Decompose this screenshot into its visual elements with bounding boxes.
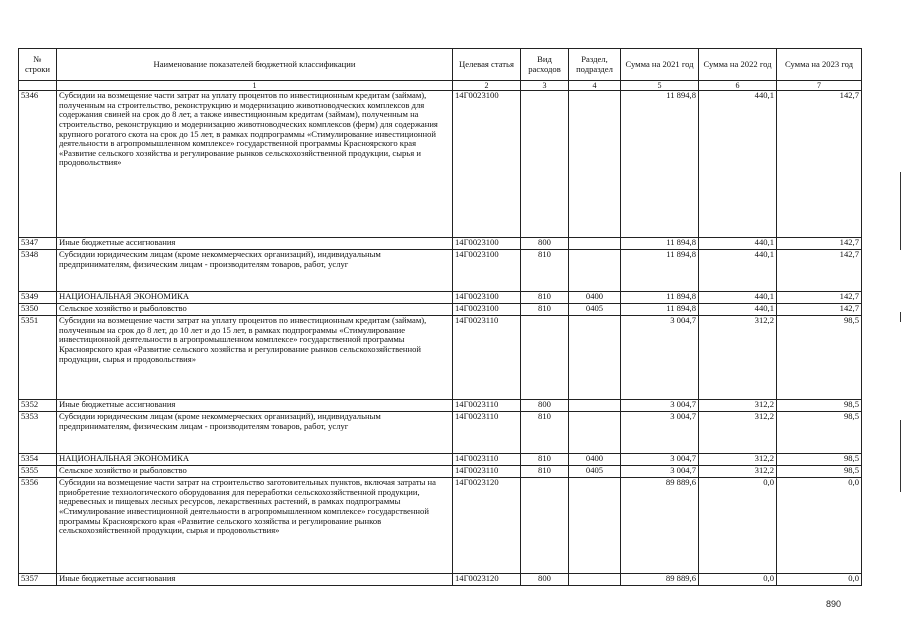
table-row [19, 478, 862, 574]
cell-name: Иные бюджетные ассигнования [57, 400, 453, 412]
cell-expense-kind: 800 [521, 574, 569, 586]
cell-sum-2023: 142,7 [777, 292, 862, 304]
header-cell-sum-2023: Сумма на 2023 год [777, 49, 862, 81]
table-row [19, 238, 862, 250]
cell-sum-2023: 98,5 [777, 316, 862, 400]
cell-name: Субсидии на возмещение части затрат на уплату процентов по инвестиционным кредитам (займам), полученным на строительство, реконструкцию и модернизацию животноводческих комплексов для содержания свиней на срок до 8 лет, а также инвестиционным кредитам (займам), полученным на строительство, реконструкцию и модернизацию животноводческих комплексов (ферм) для содержания крупного рогатого скота на срок до 15 лет, в рамках подпрограммы «Стимулирование инвестиционной деятельности в агропромышленном комплексе» государственной программы Красноярского края «Развитие сельского хозяйства и регулирование рынков сельскохозяйственной продукции, сырья и продовольствия» [57, 91, 453, 238]
cell-sum-2021: 3 004,7 [621, 454, 699, 466]
cell-section: 0400 [569, 454, 621, 466]
table-body [19, 91, 862, 586]
cell-sum-2021: 11 894,8 [621, 238, 699, 250]
cell-expense-kind: 810 [521, 466, 569, 478]
cell-sum-2021: 11 894,8 [621, 292, 699, 304]
header-row [19, 49, 862, 81]
cell-target-article: 14Г0023120 [453, 478, 521, 574]
cell-name: НАЦИОНАЛЬНАЯ ЭКОНОМИКА [57, 454, 453, 466]
cell-target-article: 14Г0023100 [453, 91, 521, 238]
cell-section: 0405 [569, 304, 621, 316]
cell-target-article: 14Г0023110 [453, 316, 521, 400]
page-number: 890 [826, 599, 842, 609]
cell-sum-2023: 142,7 [777, 91, 862, 238]
cell-sum-2021: 89 889,6 [621, 478, 699, 574]
cell-row-number: 5350 [19, 304, 57, 316]
column-number-cell: 2 [453, 81, 521, 91]
cell-sum-2023: 142,7 [777, 238, 862, 250]
table-row [19, 454, 862, 466]
cell-expense-kind: 810 [521, 304, 569, 316]
table-row [19, 304, 862, 316]
cell-sum-2021: 11 894,8 [621, 304, 699, 316]
cell-row-number: 5347 [19, 238, 57, 250]
cell-section: 0405 [569, 466, 621, 478]
cell-expense-kind: 810 [521, 292, 569, 304]
cell-section [569, 250, 621, 292]
column-number-cell: 6 [699, 81, 777, 91]
cell-sum-2022: 440,1 [699, 250, 777, 292]
cell-sum-2023: 98,5 [777, 454, 862, 466]
header-cell-row-number: № строки [19, 49, 57, 81]
cell-expense-kind: 810 [521, 454, 569, 466]
header-cell-target-article: Целевая статья [453, 49, 521, 81]
cell-section [569, 478, 621, 574]
cell-row-number: 5352 [19, 400, 57, 412]
cell-section [569, 574, 621, 586]
table-row [19, 400, 862, 412]
column-number-cell [19, 81, 57, 91]
cell-sum-2022: 312,2 [699, 466, 777, 478]
scan-edge-mark [900, 312, 901, 322]
cell-sum-2021: 3 004,7 [621, 412, 699, 454]
header-cell-expense-kind: Вид расходов [521, 49, 569, 81]
table-row [19, 466, 862, 478]
cell-sum-2021: 89 889,6 [621, 574, 699, 586]
cell-section [569, 91, 621, 238]
cell-row-number: 5357 [19, 574, 57, 586]
cell-sum-2022: 440,1 [699, 292, 777, 304]
cell-expense-kind [521, 91, 569, 238]
header-cell-sum-2021: Сумма на 2021 год [621, 49, 699, 81]
cell-sum-2023: 98,5 [777, 400, 862, 412]
cell-target-article: 14Г0023110 [453, 412, 521, 454]
cell-sum-2022: 312,2 [699, 316, 777, 400]
cell-name: Сельское хозяйство и рыболовство [57, 466, 453, 478]
column-number-cell: 3 [521, 81, 569, 91]
cell-expense-kind: 800 [521, 400, 569, 412]
cell-section: 0400 [569, 292, 621, 304]
cell-sum-2022: 312,2 [699, 400, 777, 412]
cell-expense-kind: 810 [521, 412, 569, 454]
cell-sum-2022: 440,1 [699, 304, 777, 316]
cell-row-number: 5353 [19, 412, 57, 454]
cell-expense-kind [521, 316, 569, 400]
cell-target-article: 14Г0023100 [453, 292, 521, 304]
cell-section [569, 400, 621, 412]
cell-target-article: 14Г0023110 [453, 400, 521, 412]
table-row [19, 250, 862, 292]
cell-row-number: 5355 [19, 466, 57, 478]
cell-target-article: 14Г0023110 [453, 466, 521, 478]
cell-name: Сельское хозяйство и рыболовство [57, 304, 453, 316]
column-number-row [19, 81, 862, 91]
header-cell-sum-2022: Сумма на 2022 год [699, 49, 777, 81]
cell-name: НАЦИОНАЛЬНАЯ ЭКОНОМИКА [57, 292, 453, 304]
table-row [19, 412, 862, 454]
cell-name: Иные бюджетные ассигнования [57, 238, 453, 250]
cell-target-article: 14Г0023100 [453, 238, 521, 250]
column-number-cell: 4 [569, 81, 621, 91]
cell-expense-kind [521, 478, 569, 574]
cell-expense-kind: 810 [521, 250, 569, 292]
cell-row-number: 5356 [19, 478, 57, 574]
cell-sum-2023: 142,7 [777, 304, 862, 316]
cell-target-article: 14Г0023120 [453, 574, 521, 586]
budget-table [18, 48, 862, 586]
cell-row-number: 5349 [19, 292, 57, 304]
scan-edge-mark [900, 420, 901, 492]
cell-sum-2022: 0,0 [699, 478, 777, 574]
table-row [19, 574, 862, 586]
cell-name: Субсидии на возмещение части затрат на уплату процентов по инвестиционным кредитам (займам), полученным на срок до 8 лет, до 10 лет и до 15 лет, в рамках подпрограммы «Стимулирование инвестиционной деятельности в агропромышленном комплексе» государственной программы Красноярского края «Развитие сельского хозяйства и регулирование рынков сельскохозяйственной продукции, сырья и продовольствия» [57, 316, 453, 400]
cell-sum-2022: 440,1 [699, 238, 777, 250]
scan-edge-mark [900, 172, 901, 250]
cell-name: Субсидии юридическим лицам (кроме некоммерческих организаций), индивидуальным предпринимателям, физическим лицам - производителям товаров, работ, услуг [57, 412, 453, 454]
cell-sum-2021: 11 894,8 [621, 91, 699, 238]
cell-sum-2023: 142,7 [777, 250, 862, 292]
cell-sum-2022: 312,2 [699, 412, 777, 454]
cell-row-number: 5346 [19, 91, 57, 238]
cell-row-number: 5351 [19, 316, 57, 400]
cell-sum-2022: 0,0 [699, 574, 777, 586]
header-cell-name: Наименование показателей бюджетной классификации [57, 49, 453, 81]
cell-sum-2021: 3 004,7 [621, 400, 699, 412]
cell-row-number: 5348 [19, 250, 57, 292]
cell-name: Субсидии на возмещение части затрат на строительство заготовительных пунктов, включая затраты на приобретение технологического оборудования для переработки сельскохозяйственной продукции, недревесных и пищевых лесных ресурсов, лекарственных растений, в рамках подпрограммы «Стимулирование инвестиционной деятельности в агропромышленном комплексе» государственной программы Красноярского края «Развитие сельского хозяйства и регулирование рынков сельскохозяйственной продукции, сырья и продовольствия» [57, 478, 453, 574]
cell-sum-2021: 11 894,8 [621, 250, 699, 292]
header-cell-section: Раздел, подраздел [569, 49, 621, 81]
cell-name: Субсидии юридическим лицам (кроме некоммерческих организаций), индивидуальным предпринимателям, физическим лицам - производителям товаров, работ, услуг [57, 250, 453, 292]
table-row [19, 91, 862, 238]
cell-target-article: 14Г0023110 [453, 454, 521, 466]
column-number-cell: 1 [57, 81, 453, 91]
table-row [19, 316, 862, 400]
cell-section [569, 238, 621, 250]
cell-name: Иные бюджетные ассигнования [57, 574, 453, 586]
cell-sum-2021: 3 004,7 [621, 316, 699, 400]
cell-sum-2023: 0,0 [777, 574, 862, 586]
cell-sum-2023: 98,5 [777, 412, 862, 454]
column-number-cell: 5 [621, 81, 699, 91]
cell-sum-2021: 3 004,7 [621, 466, 699, 478]
cell-sum-2022: 312,2 [699, 454, 777, 466]
cell-target-article: 14Г0023100 [453, 304, 521, 316]
column-number-cell: 7 [777, 81, 862, 91]
cell-sum-2023: 98,5 [777, 466, 862, 478]
table-row [19, 292, 862, 304]
cell-sum-2023: 0,0 [777, 478, 862, 574]
cell-row-number: 5354 [19, 454, 57, 466]
cell-section [569, 316, 621, 400]
cell-target-article: 14Г0023100 [453, 250, 521, 292]
cell-section [569, 412, 621, 454]
cell-expense-kind: 800 [521, 238, 569, 250]
cell-sum-2022: 440,1 [699, 91, 777, 238]
